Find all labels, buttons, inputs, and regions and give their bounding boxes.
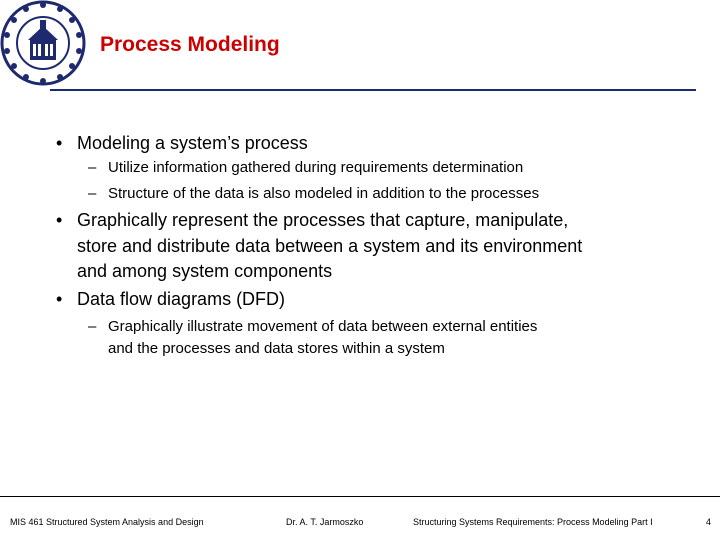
bullet-text: Data flow diagrams (DFD) (77, 289, 286, 309)
sub-bullet-text: and the processes and data stores within a system (108, 340, 445, 357)
bullet-text: store and distribute data between a system and its environment (77, 236, 583, 256)
university-seal-logo (0, 0, 86, 86)
dash-glyph: – (88, 185, 97, 202)
dash-glyph: – (88, 318, 97, 335)
footer-topic: Structuring Systems Requirements: Process Modeling Part I (413, 517, 653, 527)
bullet-text: Modeling a system’s process (77, 133, 308, 153)
footer-author: Dr. A. T. Jarmoszko (286, 517, 364, 527)
sub-bullet-text: Utilize information gathered during requirements determination (108, 159, 524, 176)
bullet-glyph: • (56, 210, 63, 230)
sub-bullet-text: Structure of the data is also modeled in addition to the processes (108, 185, 540, 202)
bullet-glyph: • (56, 289, 63, 309)
title-divider (50, 89, 696, 91)
footer-course: MIS 461 Structured System Analysis and Design (10, 517, 204, 527)
slide-title: Process Modeling (100, 33, 280, 56)
bullet-text: Graphically represent the processes that capture, manipulate, (77, 210, 569, 230)
sub-bullet-text: Graphically illustrate movement of data between external entities (108, 318, 538, 335)
dash-glyph: – (88, 159, 97, 176)
footer-divider (0, 496, 720, 497)
bullet-text: and among system components (77, 261, 333, 281)
bullet-glyph: • (56, 133, 63, 153)
footer-page-number: 4 (706, 517, 712, 527)
